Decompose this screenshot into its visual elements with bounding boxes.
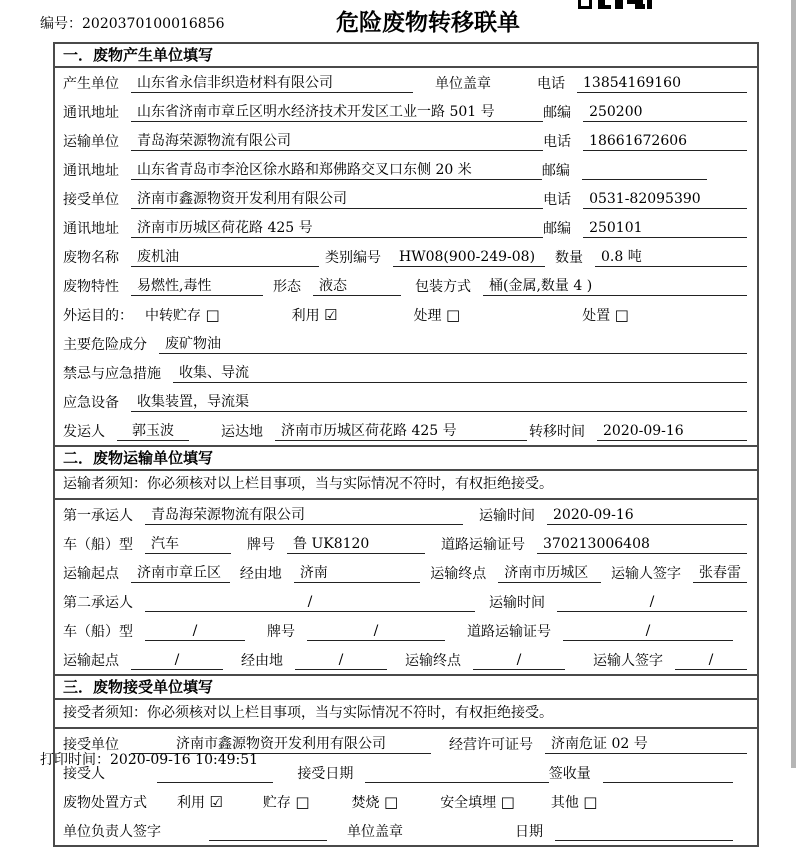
row-main-hazard xyxy=(55,329,757,358)
receive-company-value: 济南市鑫源物资开发利用有限公司 xyxy=(131,736,431,754)
disposal-option-store xyxy=(263,794,310,812)
row-producer-unit xyxy=(55,68,757,97)
road-permit1-value: 370213006408 xyxy=(537,536,747,554)
receive-address-value: 济南市历城区荷花路 425 号 xyxy=(131,220,543,238)
print-time-value: 2020-09-16 10:49:51 xyxy=(110,752,259,768)
checkbox-disposal-landfill-icon: □ xyxy=(500,793,515,811)
terminal1-value: 济南市历城区 xyxy=(498,565,601,583)
road-permit2-label: 道路运输证号 xyxy=(467,624,551,640)
checkbox-disposal-burn-icon: □ xyxy=(384,793,399,811)
disposal-option-utilize xyxy=(177,794,223,812)
main-hazard-label: 主要危险成分 xyxy=(63,337,147,353)
road-permit1-label: 道路运输证号 xyxy=(441,537,525,553)
disposal-option-burn xyxy=(352,794,399,812)
producer-zip-value: 250200 xyxy=(583,104,747,122)
transport-phone-label: 电话 xyxy=(543,134,572,150)
plate1-label: 牌号 xyxy=(247,537,275,553)
receive-zip-value: 250101 xyxy=(583,220,747,238)
transport-zip-label: 邮编 xyxy=(541,163,570,179)
transporter-notice: 运输者须知：你必须核对以上栏目事项，当与实际情况不符时，有权拒绝接受。 xyxy=(55,471,757,500)
checkbox-disposal-store-icon: □ xyxy=(295,793,310,811)
consignor-label: 发运人 xyxy=(63,424,105,440)
transport-phone-value: 18661672606 xyxy=(583,133,747,151)
row-waste-name xyxy=(55,242,757,271)
page-edge xyxy=(791,0,796,768)
purpose-option-storage xyxy=(145,307,220,325)
transport-address-value: 山东省青岛市李沧区徐水路和郑佛路交叉口东侧 20 米 xyxy=(131,162,542,180)
producer-zip-label: 邮编 xyxy=(543,105,572,121)
emergency-equipment-value: 收集装置，导流渠 xyxy=(131,394,747,412)
disposal-utilize-text: 利用 xyxy=(177,795,205,811)
row-first-carrier xyxy=(55,500,757,529)
plate2-label: 牌号 xyxy=(267,624,295,640)
transport-address-label: 通讯地址 xyxy=(63,163,119,179)
transfer-purpose-label: 外运目的： xyxy=(63,308,133,324)
section2-header: 二．废物运输单位填写 xyxy=(55,445,757,471)
transport-time1-value: 2020-09-16 xyxy=(547,507,747,525)
date-value xyxy=(555,824,733,841)
checkbox-treat-icon: □ xyxy=(446,306,461,324)
terminal1-label: 运输终点 xyxy=(430,566,487,582)
origin2-value: / xyxy=(131,652,223,670)
destination-label: 运达地 xyxy=(221,424,263,440)
row-vehicle-1 xyxy=(55,529,757,558)
row-responsible-sign xyxy=(55,816,757,845)
receive-date-value xyxy=(365,766,548,783)
disposal-landfill-text: 安全填埋 xyxy=(440,795,497,811)
row-waste-character xyxy=(55,271,757,300)
consignor-value: 郭玉波 xyxy=(117,423,189,441)
section1-header: 一．废物产生单位填写 xyxy=(55,44,757,68)
purpose-treat-text: 处理 xyxy=(413,308,442,324)
receive-phone-value: 0531-82095390 xyxy=(583,191,747,209)
packing-value: 桶(金属,数量 4 ) xyxy=(483,278,747,296)
date-label: 日期 xyxy=(515,824,543,840)
packing-label: 包装方式 xyxy=(415,279,471,295)
purpose-option-utilize xyxy=(292,307,338,325)
form-state-value: 液态 xyxy=(313,278,401,296)
transport-unit-value: 青岛海荣源物流有限公司 xyxy=(131,133,543,151)
serial-value: 2020370100016856 xyxy=(82,16,225,32)
receiver-notice: 接受者须知：你必须核对以上栏目事项，当与实际情况不符时，有权拒绝接受。 xyxy=(55,700,757,729)
serial-number xyxy=(40,13,225,33)
plate2-value: / xyxy=(307,623,445,641)
checkbox-utilize-icon: ☑ xyxy=(324,306,338,324)
print-time-label: 打印时间： xyxy=(40,752,110,768)
carrier-sign2-label: 运输人签字 xyxy=(593,653,663,669)
vehicle-type1-value: 汽车 xyxy=(145,536,231,554)
purpose-utilize-text: 利用 xyxy=(291,308,320,324)
signed-quantity-label: 签收量 xyxy=(548,766,591,782)
terminal2-value: / xyxy=(473,652,565,670)
unit-seal2-label: 单位盖章 xyxy=(347,824,403,840)
destination-value: 济南市历城区荷花路 425 号 xyxy=(275,423,527,441)
disposal-burn-text: 焚烧 xyxy=(351,795,380,811)
first-carrier-value: 青岛海荣源物流有限公司 xyxy=(145,507,463,525)
responsible-sign-value xyxy=(209,824,327,841)
waste-name-label: 废物名称 xyxy=(63,250,119,266)
transport-time2-label: 运输时间 xyxy=(489,595,545,611)
section3-header: 三．废物接受单位填写 xyxy=(55,674,757,700)
road-permit2-value: / xyxy=(563,623,733,641)
origin1-label: 运输起点 xyxy=(63,566,119,582)
row-route-1 xyxy=(55,558,757,587)
row-transport-unit xyxy=(55,126,757,155)
row-emergency-equipment xyxy=(55,387,757,416)
disposal-other-text: 其他 xyxy=(550,795,579,811)
receive-phone-label: 电话 xyxy=(543,192,572,208)
terminal2-label: 运输终点 xyxy=(405,653,461,669)
waste-name-value: 废机油 xyxy=(131,249,319,267)
first-carrier-label: 第一承运人 xyxy=(63,508,133,524)
print-time xyxy=(40,749,258,769)
via1-value: 济南 xyxy=(294,565,420,583)
purpose-storage-text: 中转贮存 xyxy=(145,308,201,324)
checkbox-storage-icon: □ xyxy=(205,306,220,324)
disposal-method-label: 废物处置方式 xyxy=(63,795,147,811)
unit-seal-label: 单位盖章 xyxy=(435,76,491,92)
second-carrier-value: / xyxy=(145,594,475,612)
license-value: 济南危证 02 号 xyxy=(545,736,747,754)
second-carrier-label: 第二承运人 xyxy=(63,595,133,611)
producer-phone-value: 13854169160 xyxy=(577,75,747,93)
transport-unit-label: 运输单位 xyxy=(63,134,119,150)
purpose-option-dispose xyxy=(582,307,629,325)
serial-label: 编号： xyxy=(40,16,82,32)
transfer-time-value: 2020-09-16 xyxy=(597,423,747,441)
via2-value: / xyxy=(295,652,387,670)
responsible-sign-label: 单位负责人签字 xyxy=(63,824,161,840)
row-transfer-purpose xyxy=(55,300,757,329)
vehicle-type2-value: / xyxy=(145,623,245,641)
plate1-value: 鲁 UK8120 xyxy=(287,536,425,554)
row-emergency-measures xyxy=(55,358,757,387)
carrier-sign1-value: 张春雷 xyxy=(693,565,747,583)
disposal-option-other xyxy=(551,794,598,812)
main-hazard-value: 废矿物油 xyxy=(159,336,747,354)
category-code-value: HW08(900-249-08) xyxy=(393,249,545,267)
origin1-value: 济南市章丘区 xyxy=(131,565,230,583)
receive-date-label: 接受日期 xyxy=(297,766,354,782)
transport-time1-label: 运输时间 xyxy=(479,508,535,524)
emergency-measures-label: 禁忌与应急措施 xyxy=(63,366,161,382)
disposal-store-text: 贮存 xyxy=(262,795,291,811)
carrier-sign2-value: / xyxy=(675,652,747,670)
waste-character-value: 易燃性,毒性 xyxy=(131,278,263,296)
receiver-person-label: 接受人 xyxy=(63,766,105,782)
producer-unit-label: 产生单位 xyxy=(63,76,119,92)
receive-unit-value: 济南市鑫源物资开发利用有限公司 xyxy=(131,191,543,209)
row-consignor xyxy=(55,416,757,445)
row-receive-address xyxy=(55,213,757,242)
page-title: 危险废物转移联单 xyxy=(336,9,520,36)
receive-zip-label: 邮编 xyxy=(543,221,572,237)
row-route-2 xyxy=(55,645,757,674)
producer-address-label: 通讯地址 xyxy=(63,105,119,121)
receive-company-label: 接受单位 xyxy=(63,737,119,753)
purpose-dispose-text: 处置 xyxy=(582,308,611,324)
row-producer-address xyxy=(55,97,757,126)
transfer-time-label: 转移时间 xyxy=(529,424,585,440)
license-label: 经营许可证号 xyxy=(449,737,533,753)
producer-address-value: 山东省济南市章丘区明水经济技术开发区工业一路 501 号 xyxy=(131,104,543,122)
vehicle-type1-label: 车（船）型 xyxy=(63,537,133,553)
via1-label: 经由地 xyxy=(239,566,282,582)
form-state-label: 形态 xyxy=(273,279,301,295)
qr-code-fragment xyxy=(578,0,652,10)
category-code-label: 类别编号 xyxy=(325,250,381,266)
origin2-label: 运输起点 xyxy=(63,653,119,669)
quantity-value: 0.8 吨 xyxy=(595,249,747,267)
vehicle-type2-label: 车（船）型 xyxy=(63,624,133,640)
row-second-carrier xyxy=(55,587,757,616)
checkbox-dispose-icon: □ xyxy=(614,306,629,324)
waste-character-label: 废物特性 xyxy=(63,279,119,295)
transport-time2-value: / xyxy=(557,594,747,612)
producer-phone-label: 电话 xyxy=(537,76,565,92)
emergency-measures-value: 收集、导流 xyxy=(173,365,747,383)
checkbox-disposal-utilize-icon: ☑ xyxy=(209,793,223,811)
quantity-label: 数量 xyxy=(555,250,583,266)
carrier-sign1-label: 运输人签字 xyxy=(611,566,681,582)
disposal-option-landfill xyxy=(440,794,515,812)
via2-label: 经由地 xyxy=(241,653,283,669)
emergency-equipment-label: 应急设备 xyxy=(63,395,119,411)
producer-unit-value: 山东省永信非织造材料有限公司 xyxy=(131,75,413,93)
purpose-option-treat xyxy=(414,307,461,325)
row-transport-address xyxy=(55,155,757,184)
form-table xyxy=(53,42,759,847)
signed-quantity-value xyxy=(603,766,733,783)
receive-unit-label: 接受单位 xyxy=(63,192,119,208)
checkbox-disposal-other-icon: □ xyxy=(583,793,598,811)
row-vehicle-2 xyxy=(55,616,757,645)
transport-zip-value xyxy=(582,163,707,180)
receive-address-label: 通讯地址 xyxy=(63,221,119,237)
row-receive-unit xyxy=(55,184,757,213)
row-disposal-method xyxy=(55,787,757,816)
